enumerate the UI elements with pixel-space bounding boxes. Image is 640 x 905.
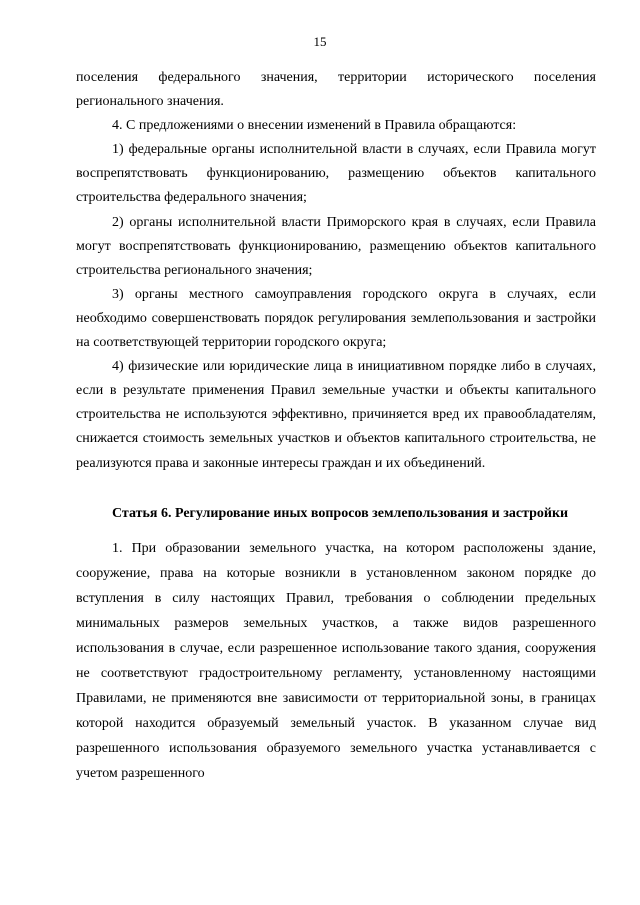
page-number: 15: [313, 34, 327, 49]
article-heading: Статья 6. Регулирование иных вопросов землепользования и застройки: [112, 505, 569, 521]
list-item-individuals: 4) физические или юридические лица в инициативном порядке либо в случаях, если в результате применения Правил земельные участки и объекты капитального строительства не используются эффективно, причиняется вред их правообладателям, снижается стоимость земельных участков и объектов капитального строительства, не реализуются права и законные интересы граждан и их объединений.: [76, 359, 596, 471]
list-item-local-government: 3) органы местного самоуправления городского округа в случаях, если необходимо совершенствовать порядок регулирования землепользования и застройки на соответствующей территории городского округа;: [76, 286, 596, 351]
article-paragraph-1: 1. При образовании земельного участка, на котором расположены здание, сооружение, права на которые возникли в установленном законом порядке до вступления в силу настоящих Правил, требования о соблюдении предельных минимальных размеров земельных участков, а также видов разрешенного использования в случае, если разрешенное использование такого здания, сооружения не соответствуют градостроительному регламенту, установленному настоящими Правилами, не применяются вне зависимости от территориальной зоны, в границах которой находится образуемый земельный участок. В указанном случае вид разрешенного использования образуемого земельного участка устанавливается с учетом разрешенного: [76, 540, 596, 781]
list-item-federal-bodies: 1) федеральные органы исполнительной власти в случаях, если Правила могут воспрепятствовать функционированию, размещению объектов капитального строительства федерального значения;: [76, 142, 596, 206]
document-body: [76, 66, 596, 786]
paragraph-proposals-intro: 4. С предложениями о внесении изменений в Правила обращаются:: [112, 118, 517, 134]
paragraph-continuation: поселения федерального значения, территории исторического поселения регионального значения.: [76, 70, 596, 110]
list-item-regional-bodies: 2) органы исполнительной власти Приморского края в случаях, если Правила могут воспрепятствовать функционированию, размещению объектов капитального строительства регионального значения;: [76, 214, 596, 278]
